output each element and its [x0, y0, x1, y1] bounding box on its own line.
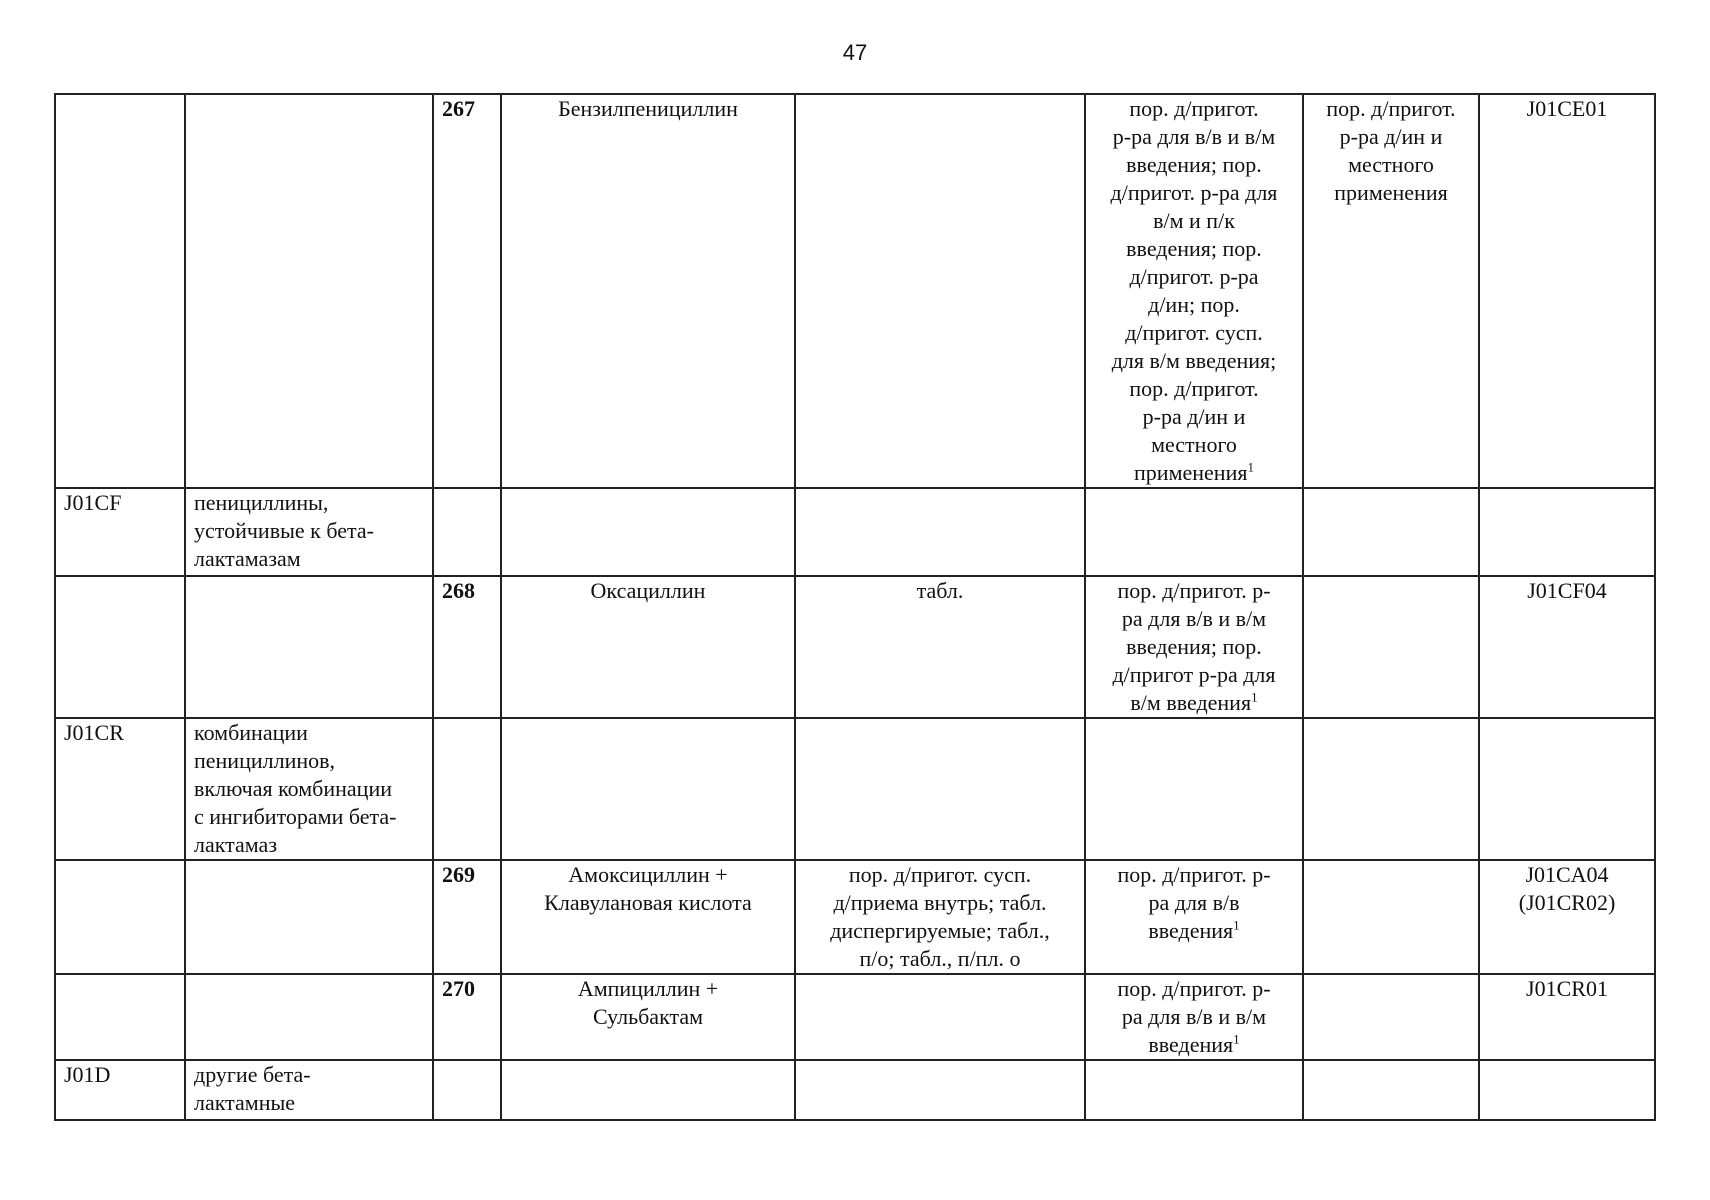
table-body [55, 94, 1655, 1120]
atc-code-cell: J01CE01 [1479, 94, 1655, 488]
drug-name-cell: Ампициллин + Сульбактам [501, 974, 795, 1060]
other-form-cell [1303, 488, 1479, 576]
dosage-form-cell: табл. [795, 576, 1085, 718]
atc-group-code-cell [55, 576, 185, 718]
dosage-form-cell [795, 1060, 1085, 1120]
group-name-cell [185, 974, 433, 1060]
table-row [55, 860, 1655, 974]
table-row [55, 576, 1655, 718]
injection-form-cell [1085, 718, 1303, 860]
table-row [55, 488, 1655, 576]
atc-group-code-cell [55, 974, 185, 1060]
footnote-mark: 1 [1233, 1031, 1240, 1047]
table-row [55, 974, 1655, 1060]
medication-table [54, 93, 1656, 1121]
atc-group-code-cell: J01CR [55, 718, 185, 860]
drug-number-cell [433, 488, 501, 576]
injection-form-cell [1085, 488, 1303, 576]
dosage-form-cell: пор. д/пригот. сусп. д/приема внутрь; табл. диспергируемые; табл., п/о; табл., п/пл. о [795, 860, 1085, 974]
drug-name-cell: Оксациллин [501, 576, 795, 718]
other-form-cell [1303, 860, 1479, 974]
other-form-cell [1303, 1060, 1479, 1120]
drug-number-cell [433, 718, 501, 860]
dosage-form-cell [795, 488, 1085, 576]
atc-code-cell [1479, 488, 1655, 576]
injection-form-cell: пор. д/пригот. р-ра для в/в и в/м введения; пор. д/пригот. р-ра для в/м и п/к введения; пор. д/пригот. р-ра д/ин; пор. д/пригот. сусп. для в/м введения; пор. д/пригот. р-ра д/ин и местного применения$^1$ [1085, 94, 1303, 488]
drug-name-cell: Бензилпенициллин [501, 94, 795, 488]
other-form-cell [1303, 718, 1479, 860]
drug-number-cell: 267 [433, 94, 501, 488]
drug-name-cell [501, 718, 795, 860]
group-name-cell: комбинации пенициллинов, включая комбинации с ингибиторами бета- лактамаз [185, 718, 433, 860]
drug-number-cell [433, 1060, 501, 1120]
drug-name-cell: Амоксициллин + Клавулановая кислота [501, 860, 795, 974]
dosage-form-cell [795, 974, 1085, 1060]
drug-number-cell: 268 [433, 576, 501, 718]
other-form-cell: пор. д/пригот. р-ра д/ин и местного применения [1303, 94, 1479, 488]
table-row [55, 718, 1655, 860]
atc-code-cell: J01CF04 [1479, 576, 1655, 718]
dosage-form-cell [795, 94, 1085, 488]
injection-form-cell: пор. д/пригот. р- ра для в/в введения$^1$ [1085, 860, 1303, 974]
atc-group-code-cell [55, 94, 185, 488]
atc-code-cell [1479, 718, 1655, 860]
group-name-cell: другие бета- лактамные [185, 1060, 433, 1120]
group-name-cell [185, 860, 433, 974]
injection-form-cell [1085, 1060, 1303, 1120]
table-row [55, 94, 1655, 488]
drug-number-cell: 269 [433, 860, 501, 974]
footnote-mark: 1 [1247, 459, 1254, 475]
group-name-cell [185, 576, 433, 718]
injection-form-cell: пор. д/пригот. р- ра для в/в и в/м введения; пор. д/пригот р-ра для в/м введения$^1$ [1085, 576, 1303, 718]
drug-number-cell: 270 [433, 974, 501, 1060]
drug-name-cell [501, 488, 795, 576]
other-form-cell [1303, 974, 1479, 1060]
group-name-cell [185, 94, 433, 488]
atc-code-cell: J01CR01 [1479, 974, 1655, 1060]
page-number: 47 [842, 40, 868, 65]
atc-group-code-cell: J01CF [55, 488, 185, 576]
atc-code-cell [1479, 1060, 1655, 1120]
atc-group-code-cell: J01D [55, 1060, 185, 1120]
group-name-cell: пенициллины, устойчивые к бета- лактамазам [185, 488, 433, 576]
footnote-mark: 1 [1233, 917, 1240, 933]
atc-code-cell: J01CA04 (J01CR02) [1479, 860, 1655, 974]
footnote-mark: 1 [1251, 689, 1258, 705]
drug-name-cell [501, 1060, 795, 1120]
atc-group-code-cell [55, 860, 185, 974]
other-form-cell [1303, 576, 1479, 718]
injection-form-cell: пор. д/пригот. р- ра для в/в и в/м введения$^1$ [1085, 974, 1303, 1060]
dosage-form-cell [795, 718, 1085, 860]
table-row [55, 1060, 1655, 1120]
